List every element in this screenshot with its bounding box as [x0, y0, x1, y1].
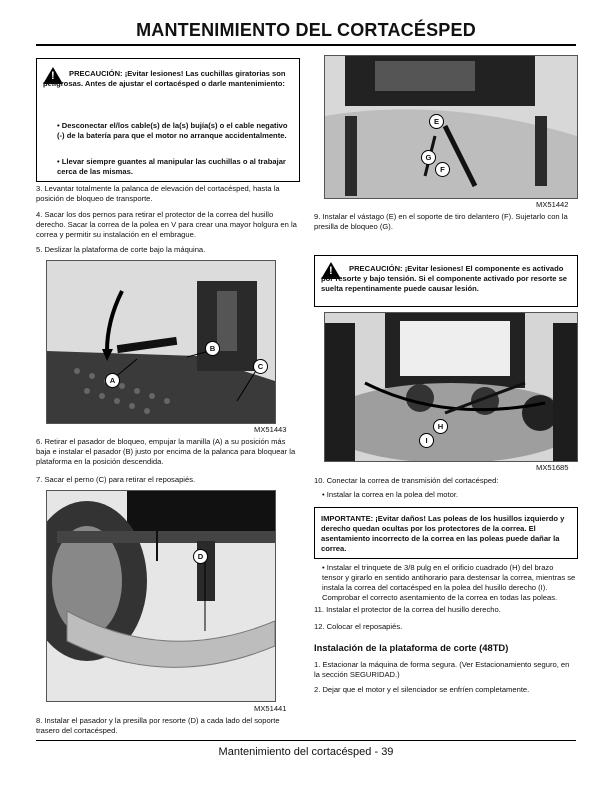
figure-id: MX51441	[254, 704, 287, 713]
title-rule	[36, 44, 576, 46]
callout-a: A	[105, 373, 120, 388]
step-3: 3. Levantar totalmente la palanca de elevación del cortacésped, hasta la posición de bloqueo de transporte.	[36, 184, 280, 203]
figure-deck-lock	[46, 260, 276, 424]
callout-b: B	[205, 341, 220, 356]
step-9: 9. Instalar el vástago (E) en el soporte de tiro delantero (F). Sujetarlo con la presilla de bloqueo (G).	[314, 212, 568, 231]
section-title: Instalación de la plataforma de corte (48TD)	[314, 642, 509, 653]
figure-id: MX51443	[254, 425, 287, 434]
warning-triangle-icon: !	[43, 67, 63, 85]
warning-triangle-icon: !	[321, 262, 341, 280]
step-12: 12. Colocar el reposapiés.	[314, 622, 403, 631]
step-7: 7. Sacar el perno (C) para retirar el reposapiés.	[36, 475, 196, 484]
caution-box-blades	[36, 58, 300, 182]
deck-pin-illustration	[47, 491, 275, 701]
callout-c: C	[253, 359, 268, 374]
callout-i: I	[419, 433, 434, 448]
section-step-1: 1. Estacionar la máquina de forma segura. (Ver Estacionamiento seguro, en la sección SEGURIDAD.)	[314, 660, 570, 679]
figure-belt-install	[324, 312, 578, 462]
belt-install-illustration	[325, 313, 577, 461]
caution-text: PRECAUCIÓN: ¡Evitar lesiones! Las cuchillas giratorias son peligrosas. Antes de ajustar el cortacésped o darle mantenimiento:	[43, 69, 286, 88]
deck-lock-illustration	[47, 261, 275, 423]
front-draft-illustration	[325, 56, 577, 198]
step-6: 6. Retirar el pasador de bloqueo, empujar la manilla (A) a su posición más baja e instalar el pasador (B) justo por encima de la palanca para bloquear la plataforma en la posición descendida.	[36, 437, 296, 466]
callout-h: H	[433, 419, 448, 434]
step-11: 11. Instalar el protector de la correa del husillo derecho.	[314, 605, 501, 614]
step-4: 4. Sacar los dos pernos para retirar el protector de la correa del husillo derecho. Sacar la correa de la polea en V para crear una mayor holgura en la correa y permitir su instalación en el embrague.	[36, 210, 297, 239]
callout-f: F	[435, 162, 450, 177]
section-step-2: 2. Dejar que el motor y el silenciador se enfríen completamente.	[314, 685, 530, 694]
step-10-bullet-1: • Instalar la correa en la polea del motor.	[322, 490, 459, 499]
figure-id: MX51685	[536, 463, 569, 472]
page-title: MANTENIMIENTO DEL CORTACÉSPED	[136, 20, 476, 40]
caution-text: PRECAUCIÓN: ¡Evitar lesiones! El componente es activado por resorte y bajo tensión. Si el componente activado por resorte se suelta repentinamente puede causar lesión.	[321, 264, 568, 293]
step-8: 8. Instalar el pasador y la presilla por resorte (D) a cada lado del soporte trasero del cortacésped.	[36, 716, 280, 735]
figure-deck-pin	[46, 490, 276, 702]
callout-g: G	[421, 150, 436, 165]
caution-bullet: • Desconectar el/los cable(s) de la(s) bujía(s) o el cable negativo (-) de la batería para que el motor no arranque accidentalmente.	[57, 121, 288, 140]
important-text: IMPORTANTE: ¡Evitar daños! Las poleas de los husillos izquierdo y derecho quedan ocultas por los protectores de la correa. El asentamiento incorrecto de la correa en las poleas puede dañar la correa.	[321, 514, 565, 553]
figure-front-draft	[324, 55, 578, 199]
figure-id: MX51442	[536, 200, 569, 209]
important-box	[314, 507, 578, 559]
caution-box-spring	[314, 255, 578, 307]
step-10: 10. Conectar la correa de transmisión del cortacésped:	[314, 476, 499, 485]
caution-bullet: • Llevar siempre guantes al manipular las cuchillas o al trabajar cerca de las mismas.	[57, 157, 286, 176]
footer-rule	[36, 740, 576, 741]
page-footer: Mantenimiento del cortacésped - 39	[218, 746, 394, 758]
callout-d: D	[193, 549, 208, 564]
callout-e: E	[429, 114, 444, 129]
step-5: 5. Deslizar la plataforma de corte bajo la máquina.	[36, 245, 206, 254]
step-10-bullet-2: • Instalar el trinquete de 3/8 pulg en el orificio cuadrado (H) del brazo tensor y girarlo en sentido antihorario para destensar la correa, mientras se instala la correa del cortacésped en la polea del husillo derecho (I). Comprobar el correcto asentamiento de la correa en todas las poleas.	[322, 563, 576, 602]
